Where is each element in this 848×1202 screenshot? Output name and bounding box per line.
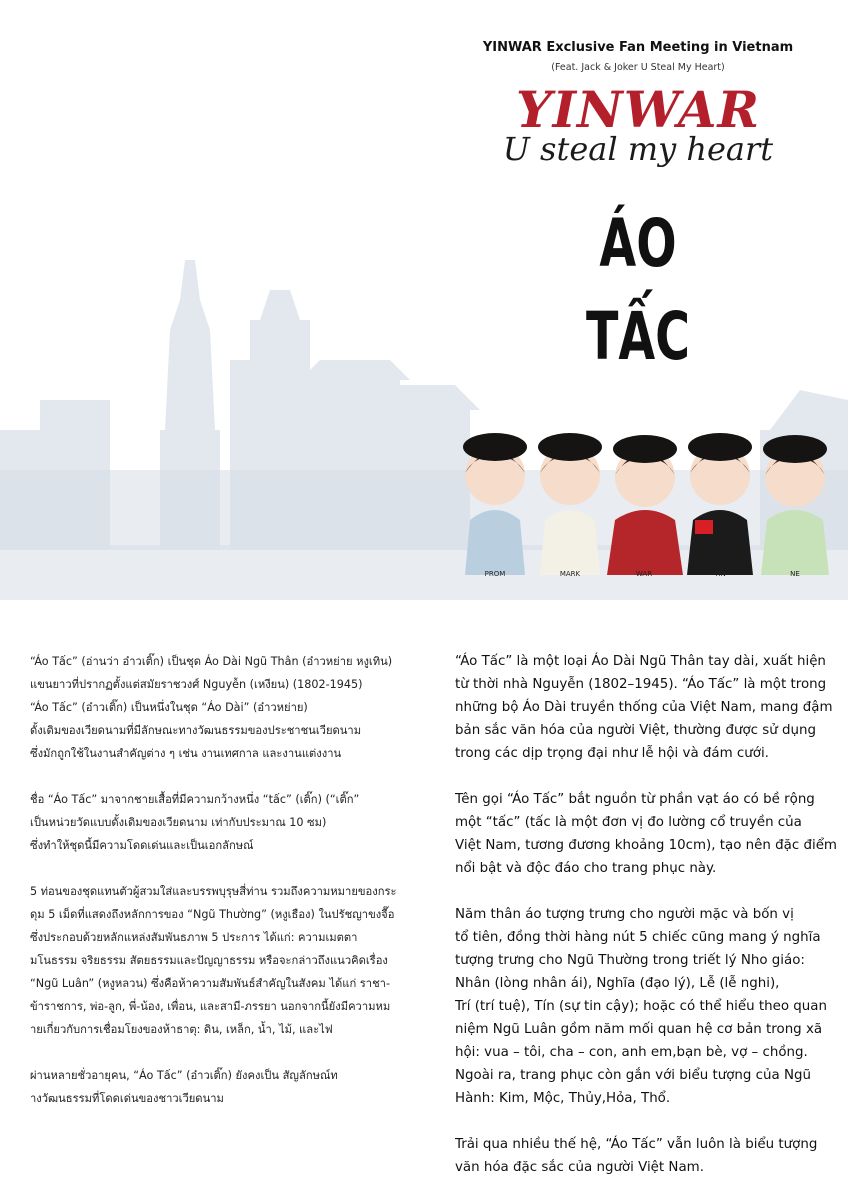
text-line: ดั้งเดิมของเวียดนามที่มีลักษณะทางวัฒนธรรมของประชาชนเวียดนาม: [30, 724, 362, 737]
text-line: ผ่านหลายชั่วอายุคน, “Áo Tấc” (อ๋าวเติ๊ก) ยังคงเป็น สัญลักษณ์ท: [30, 1069, 338, 1082]
poster-banner: [0, 0, 848, 600]
viet-paragraph: [455, 650, 833, 765]
text-line: ายเกี่ยวกับการเชื่อมโยงของห้าธาตุ: ดิน, เหล็ก, น้ำ, ไม้, และไฟ: [30, 1023, 333, 1036]
text-line: tổ tiên, đồng thời hàng nút 5 chiếc cũng mang ý nghĩa: [455, 930, 821, 945]
text-line: มโนธรรม จริยธรรม สัตยธรรมและปัญญาธรรม หรือจะกล่าวถึงแนวคิดเรื่อง: [30, 954, 388, 967]
text-line: một “tấc” (tấc là một đơn vị đo lường cổ truyền của: [455, 815, 802, 830]
text-line: แขนยาวที่ปรากฏตั้งแต่สมัยราชวงศ์ Nguyễn (เหงียน) (1802-1945): [30, 678, 363, 691]
text-line: “Ngũ Luân” (หงูหลวน) ซึ่งคือห้าความสัมพันธ์สำคัญในสังคม ได้แก่ ราชา-: [30, 977, 390, 990]
character-label: NE: [790, 570, 800, 578]
text-line: Tên gọi “Áo Tấc” bắt nguồn từ phần vạt áo có bề rộng: [455, 792, 815, 807]
text-line: hội: vua – tôi, cha – con, anh em,bạn bè, vợ – chồng.: [455, 1045, 808, 1060]
character-mark: [538, 433, 602, 575]
text-line: Trí (trí tuệ), Tín (sự tin cậy); hoặc có thể hiểu theo quan: [455, 999, 827, 1014]
character-ne: [761, 435, 829, 575]
thai-paragraph: [30, 1064, 435, 1110]
character-prom: [463, 433, 527, 575]
text-line: ซึ่งประกอบด้วยหลักแหล่งสัมพันธภาพ 5 ประการ ได้แก่: ความเมตตา: [30, 931, 358, 944]
text-line: trong các dịp trọng đại như lễ hội và đám cưới.: [455, 746, 769, 761]
title-line-2: TẤC: [585, 298, 691, 375]
text-line: ซึ่งทำให้ชุดนี้มีความโดดเด่นและเป็นเอกลักษณ์: [30, 839, 254, 852]
title-line-1: ÁO: [599, 205, 677, 282]
text-line: những bộ Áo Dài truyền thống của Việt Nam, mang đậm: [455, 700, 833, 715]
character-label: MARK: [559, 570, 581, 578]
viet-paragraph: [455, 788, 837, 880]
text-line: “Áo Tấc” (อ่านว่า อ๋าวเติ๊ก) เป็นชุด Áo Dài Ngũ Thân (อ๋าวหย่าย หงูเทิน): [30, 655, 393, 668]
character-label: PROM: [484, 570, 506, 578]
event-title: YINWAR Exclusive Fan Meeting in Vietnam: [482, 40, 794, 55]
viet-paragraph: [455, 903, 825, 1110]
text-line: ซึ่งมักถูกใช้ในงานสำคัญต่าง ๆ เช่น งานเทศกาล และงานแต่งงาน: [30, 747, 342, 760]
text-line: từ thời nhà Nguyễn (1802–1945). “Áo Tấc” là một trong: [455, 677, 827, 692]
text-line: niệm Ngũ Luân gồm năm mối quan hệ cơ bản trong xã: [455, 1022, 823, 1037]
thai-paragraph: [30, 880, 435, 1041]
text-line: 5 ท่อนของชุดแทนตัวผู้สวมใส่และบรรพบุรุษสี่ท่าน รวมถึงความหมายของกระ: [30, 885, 397, 898]
text-line: tượng trưng cho Ngũ Thường trong triết lý Nho giáo:: [455, 953, 805, 968]
text-line: “Áo Tấc” là một loại Áo Dài Ngũ Thân tay dài, xuất hiện: [455, 654, 826, 669]
character-label: WAR: [635, 570, 653, 578]
brand-logo: YINWAR: [515, 80, 761, 139]
text-line: nổi bật và độc đáo cho trang phục này.: [455, 861, 717, 876]
thai-text-column: [30, 650, 435, 1133]
text-line: ดุม 5 เม็ดที่แสดงถึงหลักการของ “Ngũ Thường” (หงูเธือง) ในปรัชญาขงจื๊อ: [30, 908, 395, 921]
text-line: เป็นหน่วยวัดแบบดั้งเดิมของเวียดนาม เท่ากับประมาณ 10 ซม): [30, 816, 327, 829]
text-line: Trải qua nhiều thế hệ, “Áo Tấc” vẫn luôn là biểu tượng: [455, 1137, 818, 1152]
text-line: bản sắc văn hóa của người Việt, thường được sử dụng: [455, 723, 816, 738]
viet-paragraph: [455, 1133, 825, 1179]
text-line: ข้าราชการ, พ่อ-ลูก, พี่-น้อง, เพื่อน, และสามี-ภรรยา นอกจากนี้ยังมีความหม: [30, 1000, 391, 1013]
tagline: U steal my heart: [502, 130, 774, 168]
text-line: văn hóa đặc sắc của người Việt Nam.: [455, 1160, 704, 1175]
character-label: YIN: [714, 570, 726, 578]
text-line: Nhân (lòng nhân ái), Nghĩa (đạo lý), Lễ (lễ nghi),: [455, 976, 780, 991]
vietnamese-text-column: [455, 650, 837, 1202]
thai-paragraph: [30, 650, 435, 765]
text-line: Việt Nam, tương đương khoảng 10cm), tạo nên đặc điểm: [455, 838, 837, 853]
text-line: างวัฒนธรรมที่โดดเด่นของชาวเวียดนาม: [30, 1092, 224, 1105]
chibi-characters-illustration: [455, 425, 835, 585]
character-war: [607, 435, 683, 575]
text-line: Ngoài ra, trang phục còn gắn với biểu tượng của Ngũ: [455, 1068, 811, 1083]
character-yin: [687, 433, 753, 575]
text-line: “Áo Tấc” (อ๋าวเติ๊ก) เป็นหนึ่งในชุด “Áo Dài” (อ๋าวหย่าย): [30, 701, 308, 714]
text-line: Năm thân áo tượng trưng cho người mặc và bốn vị: [455, 907, 794, 922]
text-line: ชื่อ “Áo Tấc” มาจากชายเสื้อที่มีความกว้างหนึ่ง “tấc” (เติ๊ก) (“เติ๊ก”: [30, 793, 360, 806]
text-line: Hành: Kim, Mộc, Thủy,Hỏa, Thổ.: [455, 1091, 671, 1106]
event-subtitle: (Feat. Jack & Joker U Steal My Heart): [551, 62, 725, 73]
thai-paragraph: [30, 788, 435, 857]
